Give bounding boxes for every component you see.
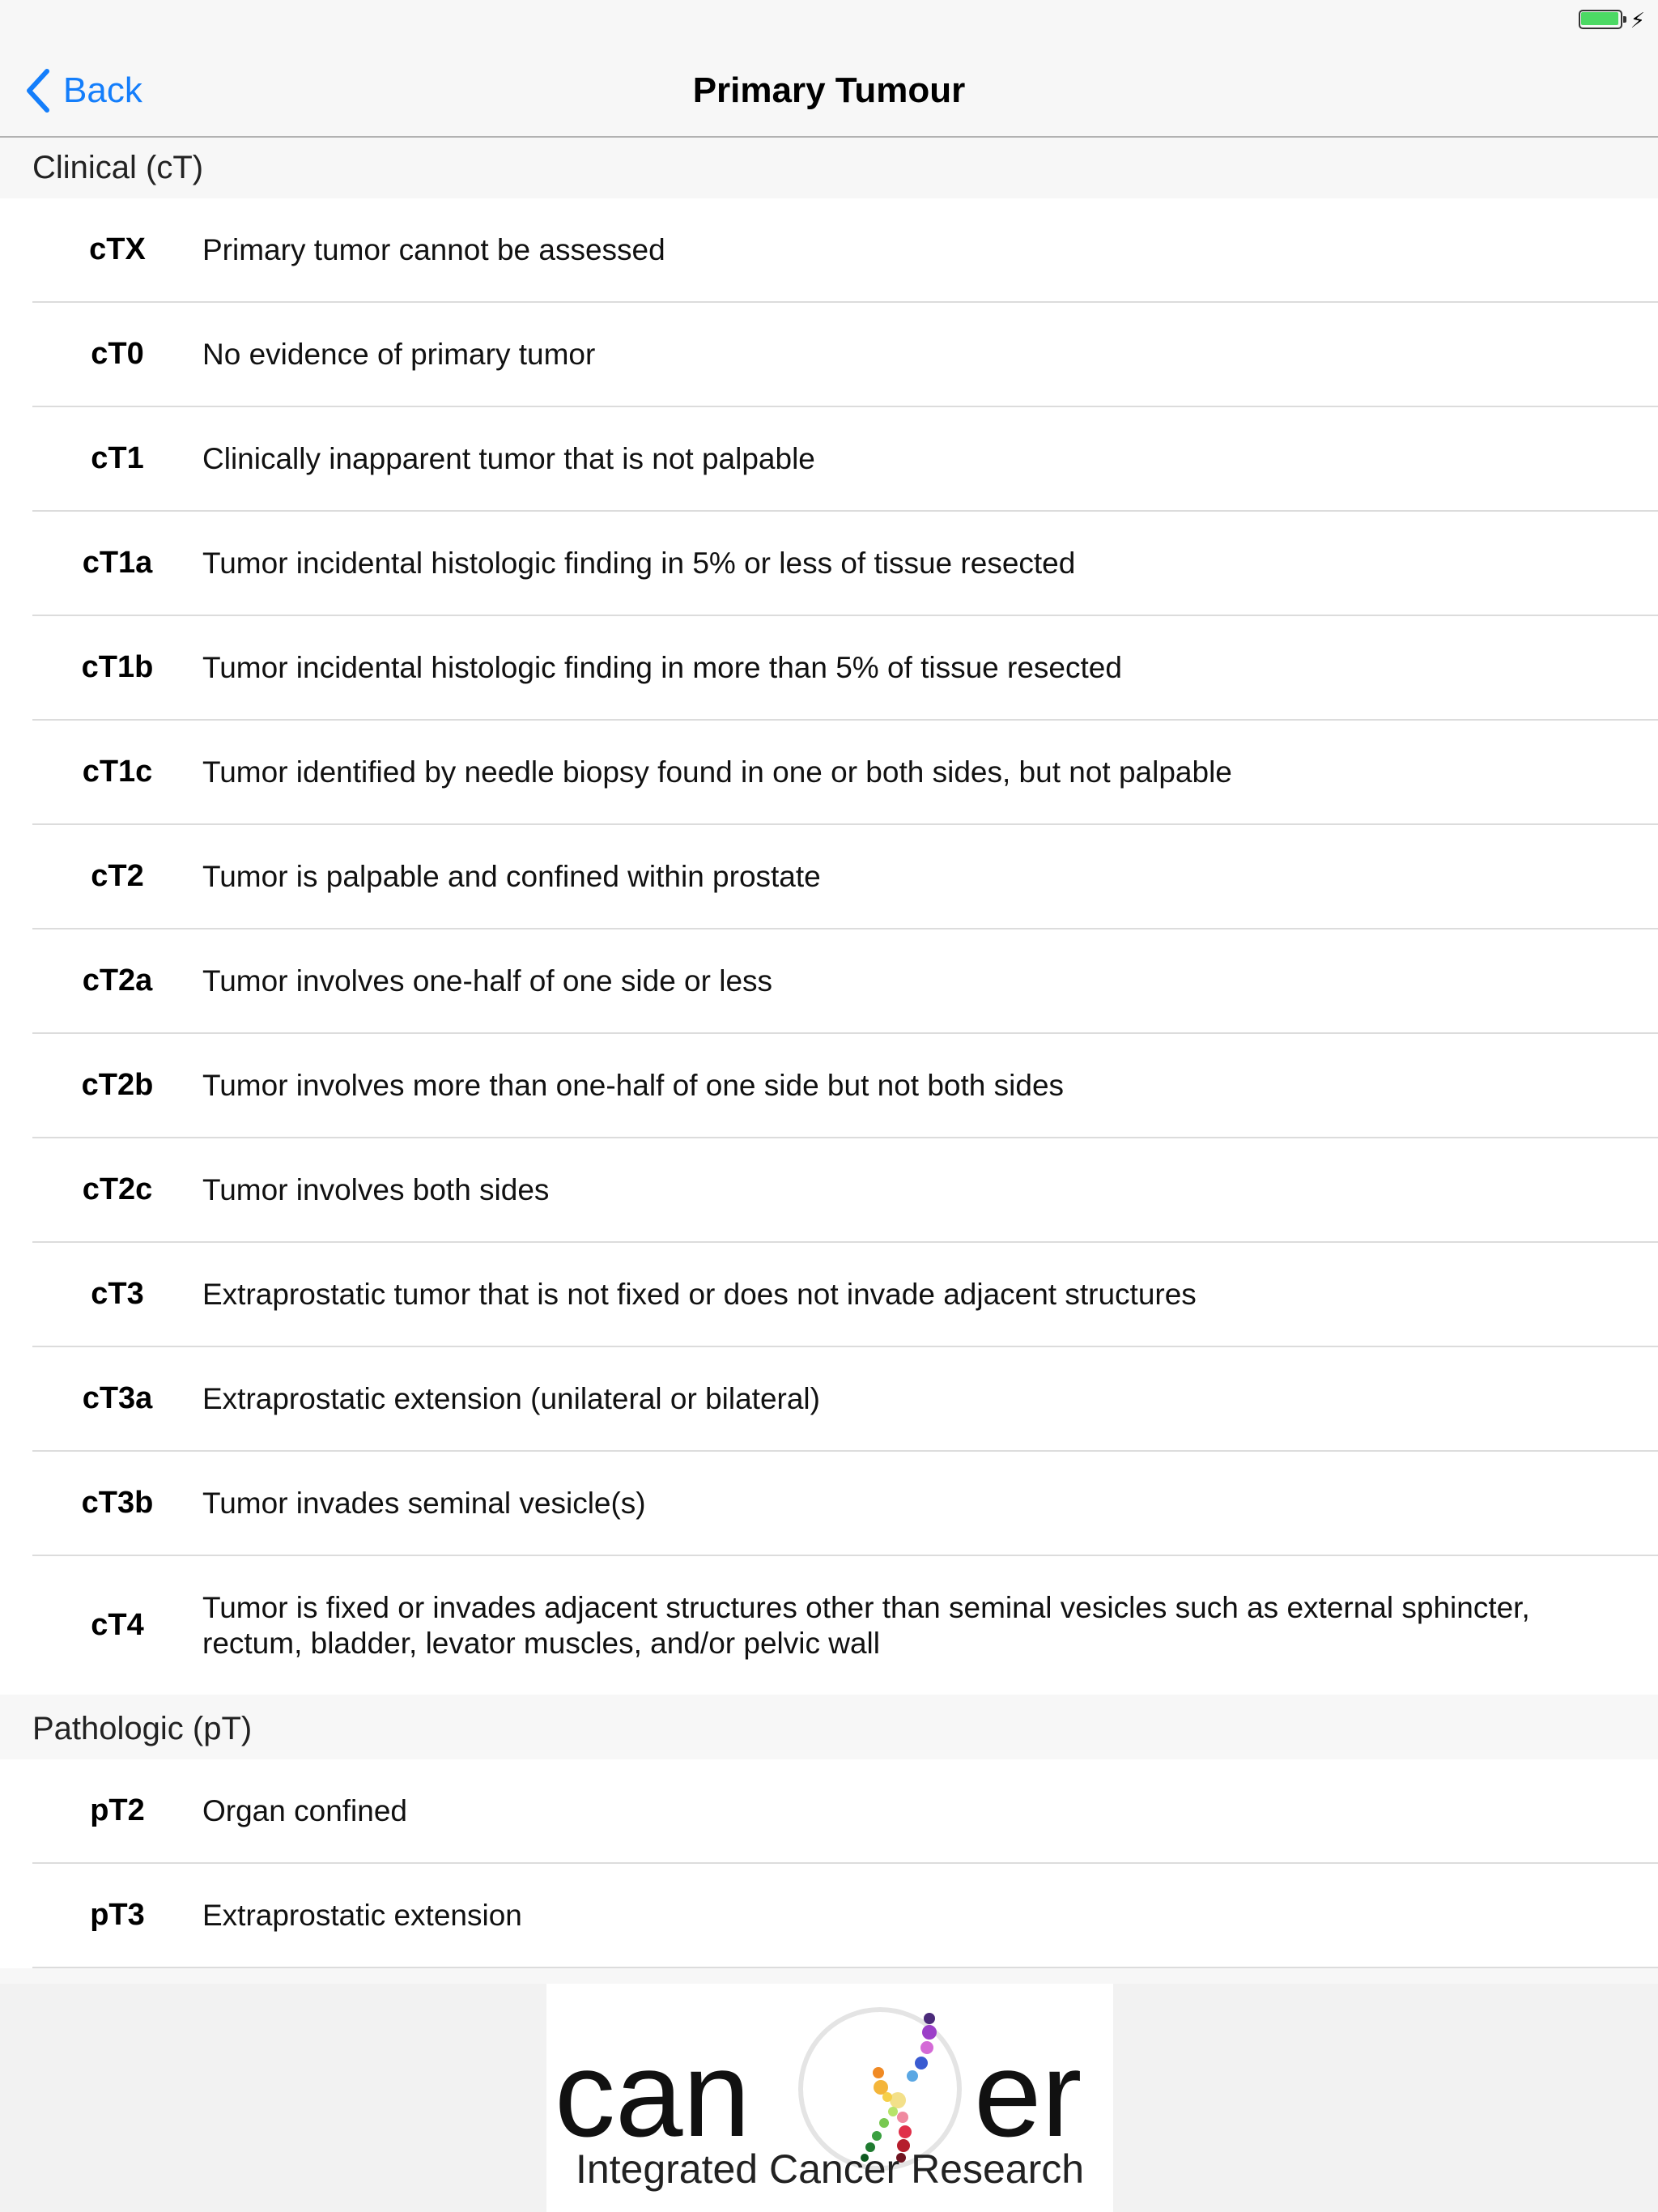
navigation-bar	[0, 32, 1658, 138]
stage-code: cT3b	[81, 1486, 154, 1520]
table-row[interactable]	[32, 198, 1658, 303]
stage-code: cT1b	[81, 650, 154, 684]
stage-code: pT3	[90, 1898, 145, 1932]
stage-code: cT2a	[82, 963, 153, 998]
stage-code: cT3a	[82, 1381, 153, 1415]
table-row[interactable]	[32, 1864, 1658, 1968]
stage-description: Extraprostatic extension	[202, 1898, 522, 1932]
stage-description: Tumor involves one-half of one side or less	[202, 963, 773, 998]
stage-description: No evidence of primary tumor	[202, 337, 596, 371]
stage-description: Tumor identified by needle biopsy found in one or both sides, but not palpable	[202, 755, 1232, 789]
table-row[interactable]	[32, 825, 1658, 929]
stage-code: pT2	[90, 1793, 145, 1827]
battery-full-icon	[1579, 10, 1627, 31]
stage-description: Tumor involves more than one-half of one side but not both sides	[202, 1068, 1065, 1102]
table-row[interactable]	[32, 1556, 1658, 1695]
clinical-list	[0, 198, 1658, 1695]
stage-code: cT2c	[82, 1172, 153, 1206]
stage-description: Tumor invades seminal vesicle(s)	[202, 1486, 646, 1520]
logo-text-right: er	[974, 2026, 1082, 2162]
table-row[interactable]	[32, 1034, 1658, 1138]
section-title: Pathologic (pT)	[32, 1711, 253, 1746]
table-row[interactable]	[32, 721, 1658, 825]
stage-code: cT1a	[82, 546, 153, 580]
stage-code: cT2	[91, 859, 144, 893]
table-row[interactable]	[32, 1347, 1658, 1452]
table-row[interactable]	[32, 1138, 1658, 1243]
table-row[interactable]	[32, 512, 1658, 616]
section-header-clinical	[0, 138, 1658, 198]
stage-description: Organ confined	[202, 1793, 408, 1827]
stage-description: Tumor is fixed or invades adjacent structures other than seminal vesicles such as external sphincter, rectum, bladder, levator muscles, and/or pelvic wall	[202, 1590, 1530, 1660]
pathologic-list	[0, 1759, 1658, 1968]
table-row[interactable]	[32, 1452, 1658, 1556]
back-label: Back	[63, 70, 142, 110]
bolt-icon: ⚡	[1630, 8, 1645, 32]
table-row[interactable]	[32, 929, 1658, 1034]
table-row[interactable]	[32, 303, 1658, 407]
table-row[interactable]	[32, 1243, 1658, 1347]
stage-code: cT1	[91, 441, 144, 475]
stage-description: Primary tumor cannot be assessed	[202, 232, 665, 266]
logo-text-left: can	[555, 2026, 750, 2162]
canxer-logo	[546, 1984, 1113, 2212]
table-row[interactable]	[32, 407, 1658, 512]
stage-code: cT2b	[81, 1068, 154, 1102]
stage-description: Clinically inapparent tumor that is not palpable	[202, 441, 815, 475]
stage-code: cT1c	[82, 755, 153, 789]
page-title: Primary Tumour	[692, 70, 966, 110]
stage-description: Tumor incidental histologic finding in more than 5% of tissue resected	[202, 650, 1122, 684]
stage-description: Tumor incidental histologic finding in 5% or less of tissue resected	[202, 546, 1076, 580]
status-bar	[0, 0, 1658, 32]
table-row[interactable]	[32, 616, 1658, 721]
stage-description: Extraprostatic tumor that is not fixed or does not invade adjacent structures	[202, 1277, 1197, 1311]
stage-description: Tumor involves both sides	[202, 1172, 550, 1206]
stage-code: cTX	[89, 232, 146, 266]
stage-code: cT3	[91, 1277, 144, 1311]
table-row[interactable]	[32, 1759, 1658, 1864]
stage-description: Tumor is palpable and confined within prostate	[202, 859, 821, 893]
stage-code: cT4	[91, 1608, 144, 1642]
section-header-pathologic	[0, 1699, 1658, 1759]
stage-description: Extraprostatic extension (unilateral or bilateral)	[202, 1381, 820, 1415]
section-title: Clinical (cT)	[32, 150, 204, 185]
stage-code: cT0	[91, 337, 144, 371]
footer-banner	[0, 1984, 1658, 2212]
logo-subtitle: Integrated Cancer Research	[575, 2146, 1085, 2192]
